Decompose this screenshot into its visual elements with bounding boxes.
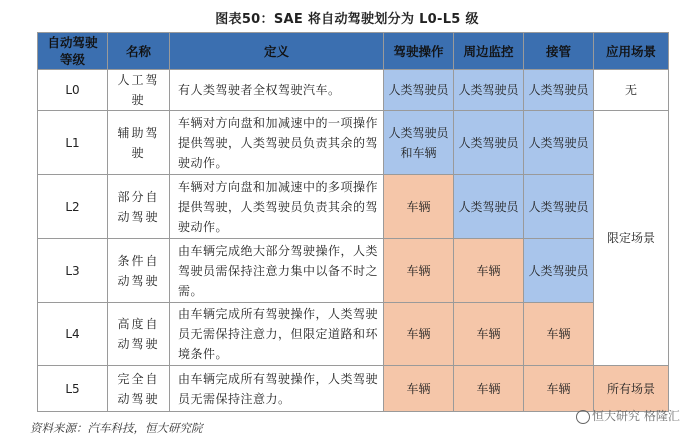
header-row (38, 33, 669, 70)
table-row (38, 70, 669, 111)
level-cell: L4 (38, 303, 108, 366)
driving-op-cell: 人类驾驶员和车辆 (384, 111, 454, 175)
definition-cell: 由车辆完成所有驾驶操作，人类驾驶员无需保持注意力。 (170, 366, 384, 412)
monitoring-cell: 人类驾驶员 (454, 70, 524, 111)
driving-op-cell: 车辆 (384, 366, 454, 412)
monitoring-cell: 人类驾驶员 (454, 111, 524, 175)
definition-cell: 由车辆完成绝大部分驾驶操作，人类驾驶员需保持注意力集中以备不时之需。 (170, 239, 384, 303)
table-title: 图表50：SAE 将自动驾驶划分为 L0-L5 级 (215, 12, 479, 27)
takeover-cell: 人类驾驶员 (524, 70, 594, 111)
scenario-cell: 无 (594, 70, 669, 111)
table-row (38, 175, 669, 239)
driving-op-cell: 车辆 (384, 303, 454, 366)
scenario-cell-limited: 限定场景 (594, 111, 669, 366)
takeover-cell: 人类驾驶员 (524, 175, 594, 239)
watermark-icon (576, 410, 590, 424)
takeover-cell: 人类驾驶员 (524, 239, 594, 303)
header-name: 名称 (108, 33, 170, 70)
name-cell: 辅助驾驶 (108, 111, 170, 175)
level-cell: L2 (38, 175, 108, 239)
monitoring-cell: 人类驾驶员 (454, 175, 524, 239)
level-cell: L5 (38, 366, 108, 412)
name-cell: 部分自动驾驶 (108, 175, 170, 239)
level-cell: L3 (38, 239, 108, 303)
driving-op-cell: 车辆 (384, 175, 454, 239)
driving-op-cell: 人类驾驶员 (384, 70, 454, 111)
monitoring-cell: 车辆 (454, 239, 524, 303)
definition-cell: 由车辆完成所有驾驶操作，人类驾驶员无需保持注意力，但限定道路和环境条件。 (170, 303, 384, 366)
level-cell: L0 (38, 70, 108, 111)
level-cell: L1 (38, 111, 108, 175)
header-monitoring: 周边监控 (454, 33, 524, 70)
name-cell: 人工驾驶 (108, 70, 170, 111)
table-row (38, 366, 669, 412)
header-level: 自动驾驶等级 (38, 33, 108, 70)
monitoring-cell: 车辆 (454, 366, 524, 412)
scenario-cell: 所有场景 (594, 366, 669, 412)
header-driving-op: 驾驶操作 (384, 33, 454, 70)
name-cell: 高度自动驾驶 (108, 303, 170, 366)
definition-cell: 车辆对方向盘和加减速中的多项操作提供驾驶，人类驾驶员负责其余的驾驶动作。 (170, 175, 384, 239)
name-cell: 条件自动驾驶 (108, 239, 170, 303)
header-definition: 定义 (170, 33, 384, 70)
table-row (38, 303, 669, 366)
takeover-cell: 车辆 (524, 303, 594, 366)
takeover-cell: 人类驾驶员 (524, 111, 594, 175)
definition-cell: 车辆对方向盘和加减速中的一项操作提供驾驶，人类驾驶员负责其余的驾驶动作。 (170, 111, 384, 175)
header-scenario: 应用场景 (594, 33, 669, 70)
definition-cell: 有人类驾驶者全权驾驶汽车。 (170, 70, 384, 111)
table-row (38, 111, 669, 175)
watermark: 恒大研究 格隆汇 (592, 409, 680, 423)
table-row (38, 239, 669, 303)
source-note: 资料来源：汽车科技，恒大研究院 (30, 421, 203, 435)
takeover-cell: 车辆 (524, 366, 594, 412)
sae-levels-table (37, 32, 669, 412)
monitoring-cell: 车辆 (454, 303, 524, 366)
name-cell: 完全自动驾驶 (108, 366, 170, 412)
header-takeover: 接管 (524, 33, 594, 70)
driving-op-cell: 车辆 (384, 239, 454, 303)
